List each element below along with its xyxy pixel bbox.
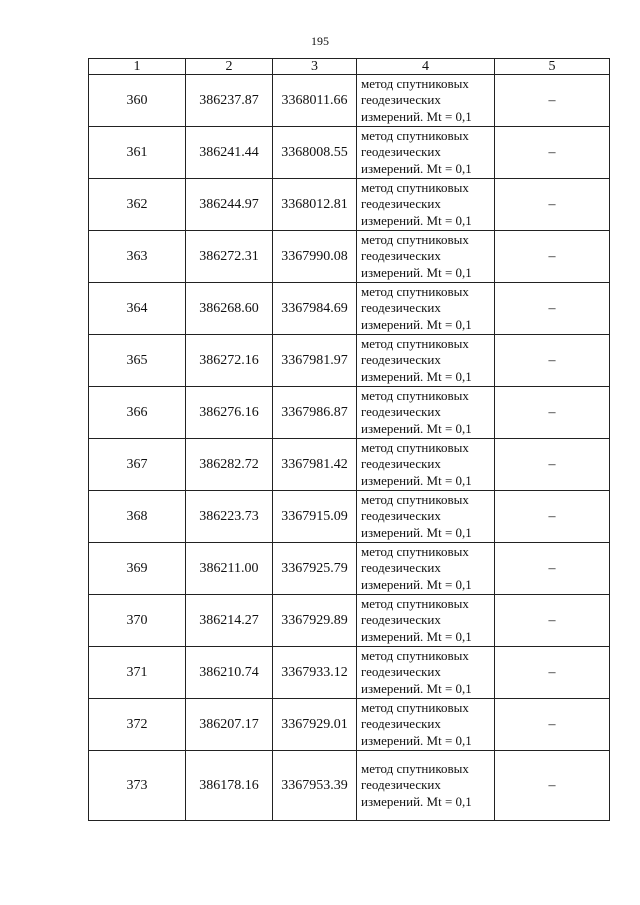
point-number-cell: 362: [89, 179, 186, 231]
table-row: [89, 699, 610, 751]
column-header-1: 1: [89, 59, 186, 75]
table-row: [89, 543, 610, 595]
x-coordinate-cell: 386244.97: [186, 179, 273, 231]
x-coordinate-cell: 386178.16: [186, 751, 273, 821]
method-text-line: метод спутниковых: [361, 387, 469, 403]
point-number-cell: 372: [89, 699, 186, 751]
y-coordinate-cell: 3367981.97: [273, 335, 357, 387]
x-coordinate-cell: 386241.44: [186, 127, 273, 179]
x-coordinate-cell: 386207.17: [186, 699, 273, 751]
method-text-line: измерений. Mt = 0,1: [361, 628, 472, 644]
method-text-line: измерений. Mt = 0,1: [361, 576, 472, 592]
x-coordinate-cell: 386282.72: [186, 439, 273, 491]
method-text-line: геодезических: [361, 612, 441, 628]
method-cell: [357, 179, 495, 231]
note-cell: –: [495, 75, 610, 127]
table-row: [89, 751, 610, 821]
method-text-line: геодезических: [361, 716, 441, 732]
note-cell: –: [495, 491, 610, 543]
table-body: [89, 75, 610, 821]
method-text-line: измерений. Mt = 0,1: [361, 472, 472, 488]
y-coordinate-cell: 3367984.69: [273, 283, 357, 335]
method-text-line: метод спутниковых: [361, 699, 469, 715]
note-cell: –: [495, 335, 610, 387]
method-text-line: измерений. Mt = 0,1: [361, 368, 472, 384]
note-cell: –: [495, 387, 610, 439]
y-coordinate-cell: 3368012.81: [273, 179, 357, 231]
column-header-5: 5: [495, 59, 610, 75]
method-text-line: геодезических: [361, 456, 441, 472]
method-cell: [357, 127, 495, 179]
method-text-line: измерений. Mt = 0,1: [361, 420, 472, 436]
method-text-line: метод спутниковых: [361, 491, 469, 507]
table-row: [89, 231, 610, 283]
method-cell: [357, 751, 495, 821]
point-number-cell: 367: [89, 439, 186, 491]
table-row: [89, 283, 610, 335]
x-coordinate-cell: 386268.60: [186, 283, 273, 335]
x-coordinate-cell: 386223.73: [186, 491, 273, 543]
method-text-line: геодезических: [361, 92, 441, 108]
y-coordinate-cell: 3367986.87: [273, 387, 357, 439]
point-number-cell: 360: [89, 75, 186, 127]
coordinates-table: [88, 58, 610, 821]
note-cell: –: [495, 439, 610, 491]
method-text-line: геодезических: [361, 352, 441, 368]
method-text-line: метод спутниковых: [361, 231, 469, 247]
method-cell: [357, 491, 495, 543]
method-text-line: измерений. Mt = 0,1: [361, 212, 472, 228]
point-number-cell: 368: [89, 491, 186, 543]
x-coordinate-cell: 386237.87: [186, 75, 273, 127]
y-coordinate-cell: 3368011.66: [273, 75, 357, 127]
method-text-line: измерений. Mt = 0,1: [361, 680, 472, 696]
x-coordinate-cell: 386214.27: [186, 595, 273, 647]
method-text-line: метод спутниковых: [361, 647, 469, 663]
table-row: [89, 595, 610, 647]
column-header-4: 4: [357, 59, 495, 75]
method-text-line: геодезических: [361, 664, 441, 680]
table-row: [89, 387, 610, 439]
y-coordinate-cell: 3368008.55: [273, 127, 357, 179]
x-coordinate-cell: 386210.74: [186, 647, 273, 699]
column-header-2: 2: [186, 59, 273, 75]
point-number-cell: 365: [89, 335, 186, 387]
method-text-line: метод спутниковых: [361, 75, 469, 91]
page-number: 195: [311, 34, 329, 48]
y-coordinate-cell: 3367915.09: [273, 491, 357, 543]
y-coordinate-cell: 3367933.12: [273, 647, 357, 699]
note-cell: –: [495, 699, 610, 751]
method-cell: [357, 387, 495, 439]
x-coordinate-cell: 386272.16: [186, 335, 273, 387]
note-cell: –: [495, 231, 610, 283]
point-number-cell: 364: [89, 283, 186, 335]
table-row: [89, 179, 610, 231]
method-cell: [357, 283, 495, 335]
table-row: [89, 439, 610, 491]
table-header-row: [89, 59, 610, 75]
point-number-cell: 371: [89, 647, 186, 699]
x-coordinate-cell: 386272.31: [186, 231, 273, 283]
table-row: [89, 647, 610, 699]
method-text-line: метод спутниковых: [361, 543, 469, 559]
method-text-line: геодезических: [361, 560, 441, 576]
table-row: [89, 335, 610, 387]
method-text-line: измерений. Mt = 0,1: [361, 160, 472, 176]
method-text-line: измерений. Mt = 0,1: [361, 524, 472, 540]
point-number-cell: 361: [89, 127, 186, 179]
column-header-3: 3: [273, 59, 357, 75]
y-coordinate-cell: 3367925.79: [273, 543, 357, 595]
method-cell: [357, 543, 495, 595]
method-cell: [357, 231, 495, 283]
method-text-line: измерений. Mt = 0,1: [361, 732, 472, 748]
note-cell: –: [495, 647, 610, 699]
note-cell: –: [495, 179, 610, 231]
point-number-cell: 369: [89, 543, 186, 595]
method-text-line: метод спутниковых: [361, 760, 469, 776]
method-cell: [357, 699, 495, 751]
table-row: [89, 491, 610, 543]
method-text-line: метод спутниковых: [361, 127, 469, 143]
method-text-line: метод спутниковых: [361, 439, 469, 455]
method-text-line: геодезических: [361, 300, 441, 316]
method-text-line: измерений. Mt = 0,1: [361, 108, 472, 124]
note-cell: –: [495, 595, 610, 647]
method-text-line: геодезических: [361, 248, 441, 264]
method-cell: [357, 75, 495, 127]
note-cell: –: [495, 751, 610, 821]
method-text-line: геодезических: [361, 144, 441, 160]
table-row: [89, 127, 610, 179]
y-coordinate-cell: 3367929.01: [273, 699, 357, 751]
method-cell: [357, 335, 495, 387]
note-cell: –: [495, 283, 610, 335]
y-coordinate-cell: 3367953.39: [273, 751, 357, 821]
method-text-line: измерений. Mt = 0,1: [361, 264, 472, 280]
x-coordinate-cell: 386276.16: [186, 387, 273, 439]
method-cell: [357, 647, 495, 699]
method-text-line: метод спутниковых: [361, 179, 469, 195]
table-row: [89, 75, 610, 127]
method-text-line: метод спутниковых: [361, 335, 469, 351]
method-text-line: измерений. Mt = 0,1: [361, 793, 472, 809]
method-cell: [357, 439, 495, 491]
point-number-cell: 366: [89, 387, 186, 439]
note-cell: –: [495, 543, 610, 595]
y-coordinate-cell: 3367990.08: [273, 231, 357, 283]
method-text-line: геодезических: [361, 508, 441, 524]
method-text-line: геодезических: [361, 404, 441, 420]
method-text-line: метод спутниковых: [361, 283, 469, 299]
method-text-line: геодезических: [361, 777, 441, 793]
point-number-cell: 363: [89, 231, 186, 283]
method-cell: [357, 595, 495, 647]
note-cell: –: [495, 127, 610, 179]
y-coordinate-cell: 3367981.42: [273, 439, 357, 491]
x-coordinate-cell: 386211.00: [186, 543, 273, 595]
point-number-cell: 373: [89, 751, 186, 821]
y-coordinate-cell: 3367929.89: [273, 595, 357, 647]
method-text-line: измерений. Mt = 0,1: [361, 316, 472, 332]
method-text-line: метод спутниковых: [361, 595, 469, 611]
method-text-line: геодезических: [361, 196, 441, 212]
point-number-cell: 370: [89, 595, 186, 647]
